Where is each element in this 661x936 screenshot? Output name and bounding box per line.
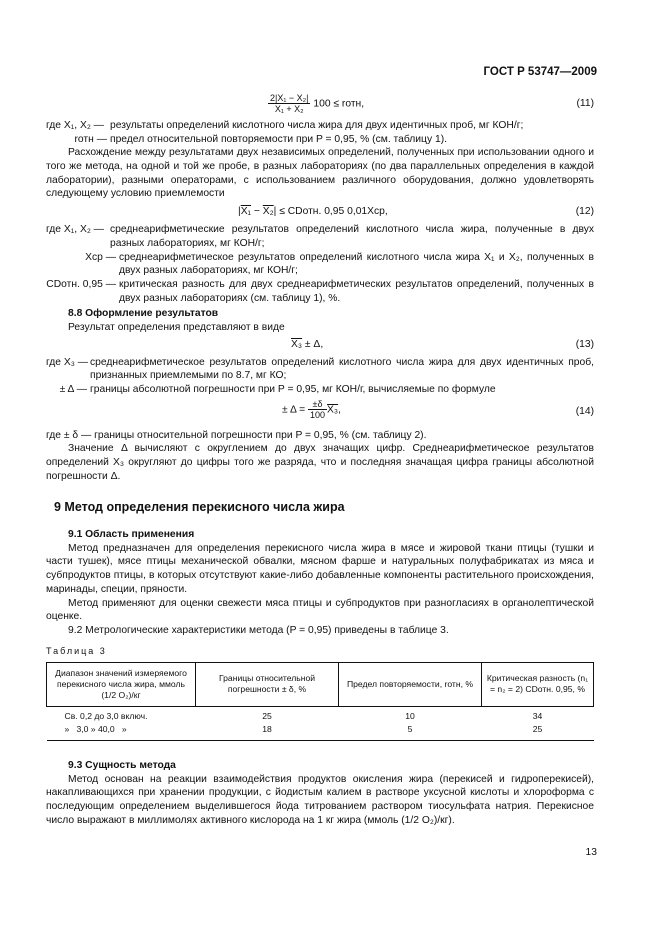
page-number: 13 bbox=[585, 847, 597, 858]
definition-symbol: где X₁, X₂ — bbox=[46, 120, 104, 131]
table-row bbox=[47, 723, 594, 740]
table-cell: Св. 0,2 до 3,0 включ. bbox=[64, 711, 148, 722]
table-cell: 18 bbox=[196, 723, 339, 740]
table-header-cell: Предел повторяемости, rотн, % bbox=[339, 662, 482, 707]
formula-13-expr bbox=[291, 338, 323, 352]
definition-symbol: Xср — bbox=[85, 251, 116, 263]
standard-code: ГОСТ Р 53747—2009 bbox=[483, 66, 597, 78]
formula-11-expr bbox=[268, 93, 364, 115]
formula-12-rest: | ≤ CDотн. 0,95 0,01Xср, bbox=[273, 206, 388, 218]
table-header-row bbox=[47, 662, 594, 707]
table-cell: 10 bbox=[405, 711, 415, 722]
table-3-caption: Таблица 3 bbox=[46, 645, 107, 656]
formula-12-minus: − bbox=[251, 206, 263, 218]
section-9-3-title: 9.3 Сущность метода bbox=[68, 759, 176, 771]
acceptance-paragraph: Расхождение между результатами двух независимых определений, полученных при использовании одного и того же метода, на одной и той же пробе, в разных лабораториях (по два параллельных определения в каждой лаборатории), разными операторами, с использованием различного оборудования, должно удовлетворять следующему условию приемлемости bbox=[46, 147, 594, 200]
section-9-2-text: 9.2 Метрологические характеристики метода (P = 0,95) приведены в таблице 3. bbox=[68, 624, 449, 636]
page-content bbox=[46, 93, 594, 827]
definition-symbol: CDотн. 0,95 — bbox=[46, 278, 116, 290]
definition-text: предел относительной повторяемости при P = 0,95, % (см. таблицу 1). bbox=[110, 133, 447, 145]
formula-11-numerator: 2|X₁ − X₂| bbox=[270, 93, 309, 103]
table-header-cell: Критическая разность (n₁ = n₂ = 2) CDотн. 0,95, % bbox=[482, 662, 594, 707]
section-8-8-title: 8.8 Оформление результатов bbox=[68, 308, 219, 320]
formula-13-rest: ± Δ, bbox=[302, 338, 324, 350]
table-cell: 25 bbox=[482, 723, 594, 740]
formula-12-x1: X₁ bbox=[240, 206, 252, 218]
formula-13-x3: X₃ bbox=[291, 338, 303, 350]
formula-14-tail: , bbox=[338, 404, 341, 416]
table-header-cell: Диапазон значений измеряемого перекисного числа жира, ммоль (1/2 O₂)/кг bbox=[47, 662, 196, 707]
definition-symbol: rотн — bbox=[74, 133, 107, 145]
definition-symbol: ± Δ — bbox=[59, 384, 87, 395]
section-9-1-para2: Метод применяют для оценки свежести мяса птицы и субпродуктов при разногласиях в органолептической оценке. bbox=[46, 597, 594, 623]
definition-text: критическая разность для двух среднеарифметических результатов определений, полученных в двух разных лабораториях (см. таблицу 1), %. bbox=[119, 278, 594, 304]
formula-13 bbox=[46, 338, 594, 356]
definition-x-sr bbox=[46, 251, 594, 278]
formula-14-lhs: ± Δ = bbox=[282, 404, 306, 416]
formula-11-number: (11) bbox=[576, 98, 594, 109]
definition-x1-x2-mean bbox=[46, 223, 594, 250]
formula-12 bbox=[46, 205, 594, 223]
definition-text: среднеарифметические результатов определений кислотного числа жира, полученные в двух разных лабораториях, мг КОН/г; bbox=[110, 224, 594, 249]
section-8-8-text: Результат определения представляют в виде bbox=[68, 321, 285, 333]
formula-11-rest: 100 ≤ rотн, bbox=[313, 98, 365, 110]
definition-delta-relative: где ± δ — границы относительной погрешности при P = 0,95, % (см. таблицу 2). bbox=[46, 429, 427, 441]
formula-11-denominator: X₁ + X₂ bbox=[274, 104, 304, 115]
definition-text: среднеарифметическое результатов определений кислотного числа жира для двух идентичных проб, признанных приемлемыми по 8.7, мг КО; bbox=[90, 356, 594, 382]
table-row bbox=[47, 707, 594, 724]
formula-14-fraction bbox=[308, 399, 327, 421]
definition-x1-x2 bbox=[46, 119, 594, 133]
definition-symbol: где X₃ — bbox=[46, 356, 89, 368]
section-9-3-para: Метод основан на реакции взаимодействия продуктов окисления жира (перекисей и гидроперекисей), накапливающихся при хранении продукции, с йодистым калием в растворе уксусной кислоты и хлороформа с последующим определением выделившегося йода титрованием раствором тиосульфата натрия. Перекисное число выражают в миллимолях активного кислорода на 1 кг жира (ммоль (1/2 O₂)/кг). bbox=[46, 773, 594, 826]
table-cell: » 3,0 » 40,0 » bbox=[47, 723, 196, 740]
formula-12-number: (12) bbox=[575, 206, 594, 218]
table-3 bbox=[46, 662, 594, 741]
section-9-1-para1: Метод предназначен для определения перекисного числа жира в мясе и жировой ткани птицы (тушки и части тушек), мясе птицы механической обвалки, мясном фарше и натуральных полуфабрикатах из мяса и субпродуктов птицы, в которых отсутствуют какие-либо добавленные компоненты растительного происхождения, маринады, специи, пряности. bbox=[46, 542, 594, 595]
formula-14-denominator: 100 bbox=[310, 410, 326, 421]
formula-13-number: (13) bbox=[575, 338, 594, 350]
section-9-title: 9 Метод определения перекисного числа жира bbox=[54, 500, 345, 515]
definition-r-otn bbox=[46, 133, 594, 147]
rounding-paragraph: Значение Δ вычисляют с округлением до двух значащих цифр. Среднеарифметическое результатов определений X₃ округляют до цифры того же разряда, что и последняя значащая цифра границы абсолютной погрешности Δ. bbox=[46, 443, 594, 482]
table-cell: 25 bbox=[262, 711, 272, 722]
table-cell: 5 bbox=[339, 723, 482, 740]
table-header-cell: Границы относительной погрешности ± δ, % bbox=[196, 662, 339, 707]
definition-text: результаты определений кислотного числа жира для двух идентичных проб, мг КОН/г; bbox=[110, 120, 524, 131]
formula-12-x2: X₂ bbox=[262, 206, 274, 218]
formula-11-fraction bbox=[268, 93, 310, 115]
formula-14-number: (14) bbox=[575, 405, 594, 417]
definition-text: границы абсолютной погрешности при P = 0,95, мг КОН/г, вычисляемые по формуле bbox=[90, 384, 496, 395]
definition-delta bbox=[46, 383, 594, 397]
section-9-1-title: 9.1 Область применения bbox=[68, 529, 195, 541]
definition-symbol: где X₁, X₂ — bbox=[46, 224, 104, 236]
formula-11 bbox=[46, 93, 594, 119]
definition-text: среднеарифметическое результатов определений кислотного числа жира X₁ и X₂, полученных в двух разных лабораториях, мг КОН/г; bbox=[119, 251, 594, 277]
formula-14-expr bbox=[282, 399, 341, 421]
formula-14-x3: X₃ bbox=[327, 404, 339, 416]
formula-14 bbox=[46, 399, 594, 429]
definition-cd bbox=[46, 278, 594, 305]
definition-x3 bbox=[46, 356, 594, 383]
table-cell: 34 bbox=[532, 711, 543, 722]
formula-14-numerator: ±δ bbox=[308, 399, 327, 410]
formula-12-expr: |X₁ − X₂| ≤ CDотн. 0,95 0,01Xср, bbox=[238, 206, 388, 218]
